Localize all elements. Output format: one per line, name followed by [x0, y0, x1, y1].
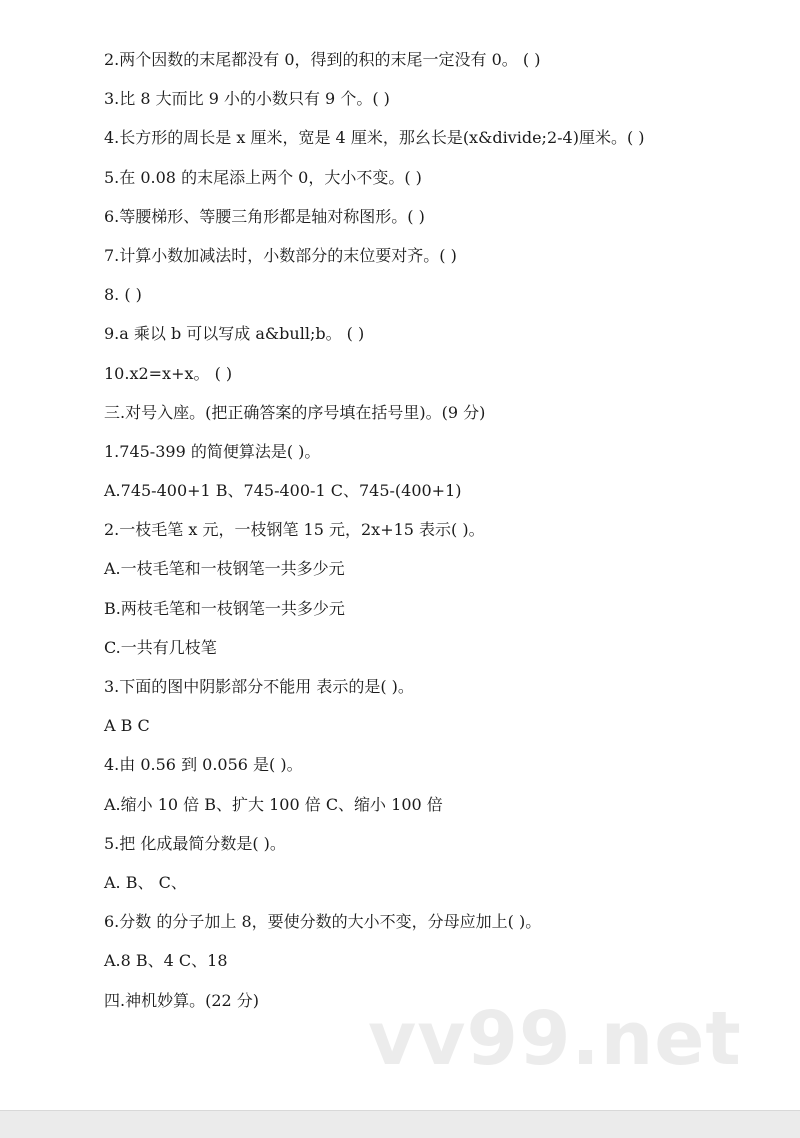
question-line: 5.把 化成最简分数是( )。: [104, 833, 286, 853]
question-line: 3.比 8 大而比 9 小的小数只有 9 个。( ): [104, 89, 390, 109]
section-heading: 四.神机妙算。(22 分): [104, 990, 260, 1010]
question-line: 4.长方形的周长是 x 厘米，宽是 4 厘米，那幺长是(x&divide;2-4)厘米。( ): [104, 128, 645, 148]
question-line: 5.在 0.08 的末尾添上两个 0，大小不变。( ): [104, 167, 422, 187]
question-line: 9.a 乘以 b 可以写成 a&bull;b。 ( ): [104, 324, 365, 344]
answer-options: A B C: [104, 716, 150, 736]
document-text: [104, 46, 764, 1026]
question-line: 1.745-399 的简便算法是( )。: [104, 441, 321, 461]
answer-option: C.一共有几枝笔: [104, 637, 217, 657]
answer-options: A. B、 C、: [104, 872, 187, 892]
question-line: 2.一枝毛笔 x 元，一枝钢笔 15 元，2x+15 表示( )。: [104, 520, 485, 540]
answer-options: A.8 B、4 C、18: [104, 951, 228, 971]
answer-option: A.一枝毛笔和一枝钢笔一共多少元: [104, 559, 345, 579]
watermark: vv99.net: [368, 996, 742, 1082]
question-line: 3.下面的图中阴影部分不能用 表示的是( )。: [104, 677, 414, 696]
answer-option: B.两枝毛笔和一枝钢笔一共多少元: [104, 598, 345, 618]
question-line: 2.两个因数的末尾都没有 0，得到的积的末尾一定没有 0。 ( ): [104, 50, 541, 69]
question-line: 6.等腰梯形、等腰三角形都是轴对称图形。( ): [104, 206, 425, 226]
question-line: 10.x2=x+x。 ( ): [104, 363, 233, 383]
question-line: 7.计算小数加减法时，小数部分的末位要对齐。( ): [104, 245, 457, 265]
section-heading: 三.对号入座。(把正确答案的序号填在括号里)。(9 分): [104, 402, 486, 422]
answer-options: A.745-400+1 B、745-400-1 C、745-(400+1): [104, 481, 462, 501]
question-line: 4.由 0.56 到 0.056 是( )。: [104, 755, 303, 775]
question-line: 6.分数 的分子加上 8，要使分数的大小不变，分母应加上( )。: [104, 912, 542, 932]
page-bottom-strip: [0, 1110, 800, 1138]
answer-options: A.缩小 10 倍 B、扩大 100 倍 C、缩小 100 倍: [104, 794, 443, 814]
question-line: 8. ( ): [104, 285, 142, 305]
